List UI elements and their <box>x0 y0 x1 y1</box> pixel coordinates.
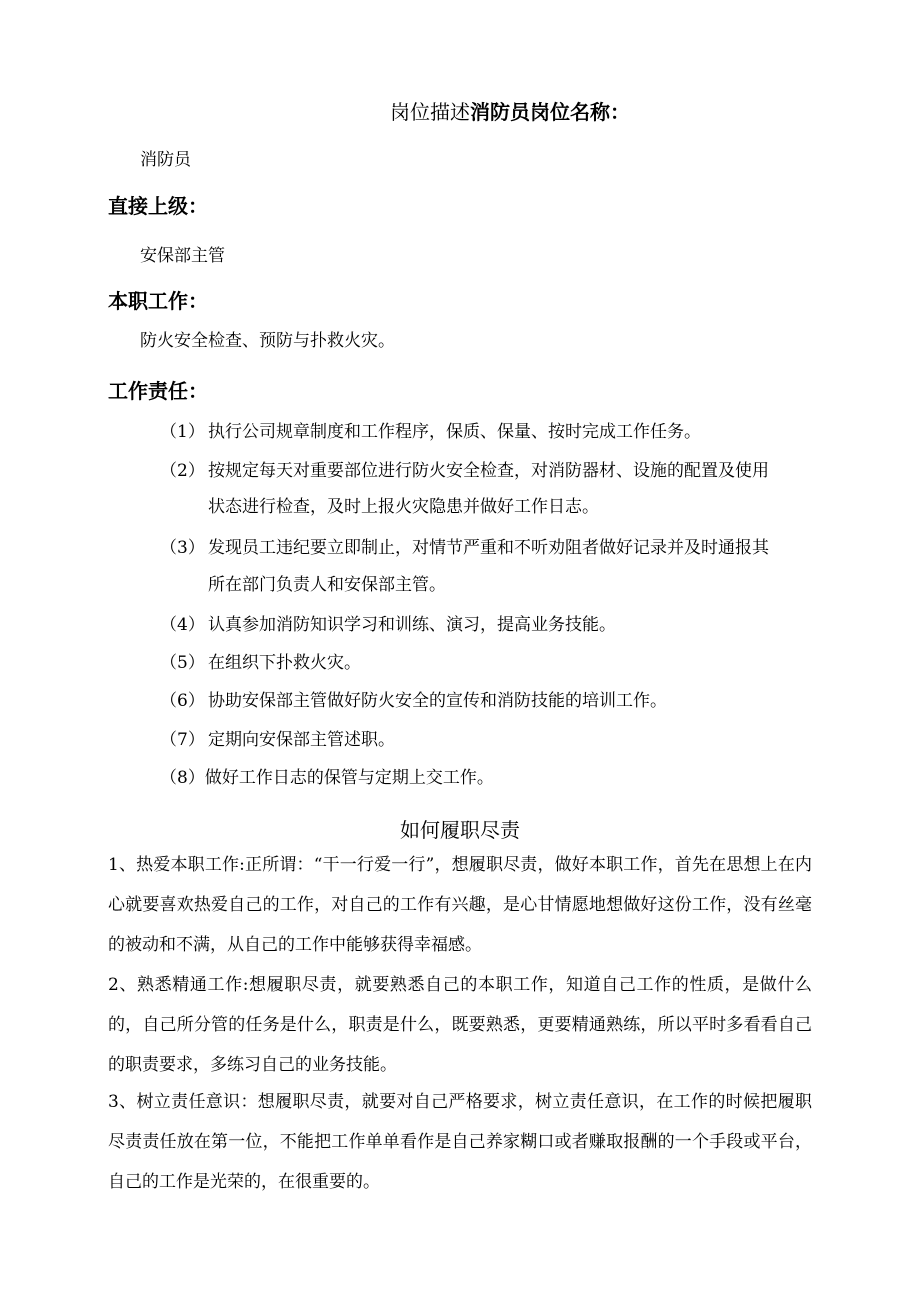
position-name-value: 消防员 <box>140 150 191 170</box>
page-title-prefix: 岗位描述 <box>390 100 470 124</box>
duty-text: 在组织下扑救火灾。 <box>208 653 361 673</box>
duty-text: 执行公司规章制度和工作程序，保质、保量、按时完成工作任务。 <box>208 422 701 442</box>
duty-number: （3） <box>160 538 205 558</box>
duty-text: 协助安保部主管做好防火安全的宣传和消防技能的培训工作。 <box>208 691 667 711</box>
job-heading: 本职工作： <box>108 289 208 313</box>
duty-number: （4） <box>160 615 205 635</box>
job-value: 防火安全检查、预防与扑救火灾。 <box>140 331 395 351</box>
superior-heading: 直接上级： <box>108 194 208 218</box>
duty-text-continued: 所在部门负责人和安保部主管。 <box>208 575 446 595</box>
duty-text: 按规定每天对重要部位进行防火安全检查，对消防器材、设施的配置及使用 <box>208 461 769 481</box>
duty-text: （8）做好工作日志的保管与定期上交工作。 <box>160 768 494 788</box>
section-title: 如何履职尽责 <box>400 818 520 842</box>
paragraph-2: 2、熟悉精通工作:想履职尽责，就要熟悉自己的本职工作，知道自己工作的性质，是做什么的，自己所分管的任务是什么，职责是什么，既要熟悉，更要精通熟练，所以平时多看看自己的职责要求，多练习自己的业务技能。 <box>108 975 812 1075</box>
duty-number: （1） <box>160 422 205 442</box>
duty-number: （2） <box>160 461 205 481</box>
paragraph-3: 3、树立责任意识：想履职尽责，就要对自己严格要求，树立责任意识，在工作的时候把履职尽责责任放在第一位，不能把工作单单看作是自己养家糊口或者赚取报酬的一个手段或平台，自己的工作是光荣的，在很重要的。 <box>108 1092 812 1192</box>
page-title-strong: 消防员岗位名称： <box>470 100 630 124</box>
duty-text: 认真参加消防知识学习和训练、演习，提高业务技能。 <box>208 615 616 635</box>
duty-number: （6） <box>160 691 205 711</box>
duty-number: （7） <box>160 730 205 750</box>
duties-heading: 工作责任： <box>108 379 208 403</box>
page-title <box>390 96 630 125</box>
duty-text: 发现员工违纪要立即制止，对情节严重和不听劝阻者做好记录并及时通报其 <box>208 538 769 558</box>
duty-number: （5） <box>160 653 205 673</box>
superior-value: 安保部主管 <box>140 246 225 266</box>
duty-text-continued: 状态进行检查，及时上报火灾隐患并做好工作日志。 <box>208 497 599 517</box>
paragraph-1: 1、热爱本职工作:正所谓：“干一行爱一行”，想履职尽责，做好本职工作，首先在思想上在内心就要喜欢热爱自己的工作，对自己的工作有兴趣，是心甘情愿地想做好这份工作，没有丝毫的被动和不满，从自己的工作中能够获得幸福感。 <box>108 855 812 955</box>
duty-text: 定期向安保部主管述职。 <box>208 730 395 750</box>
